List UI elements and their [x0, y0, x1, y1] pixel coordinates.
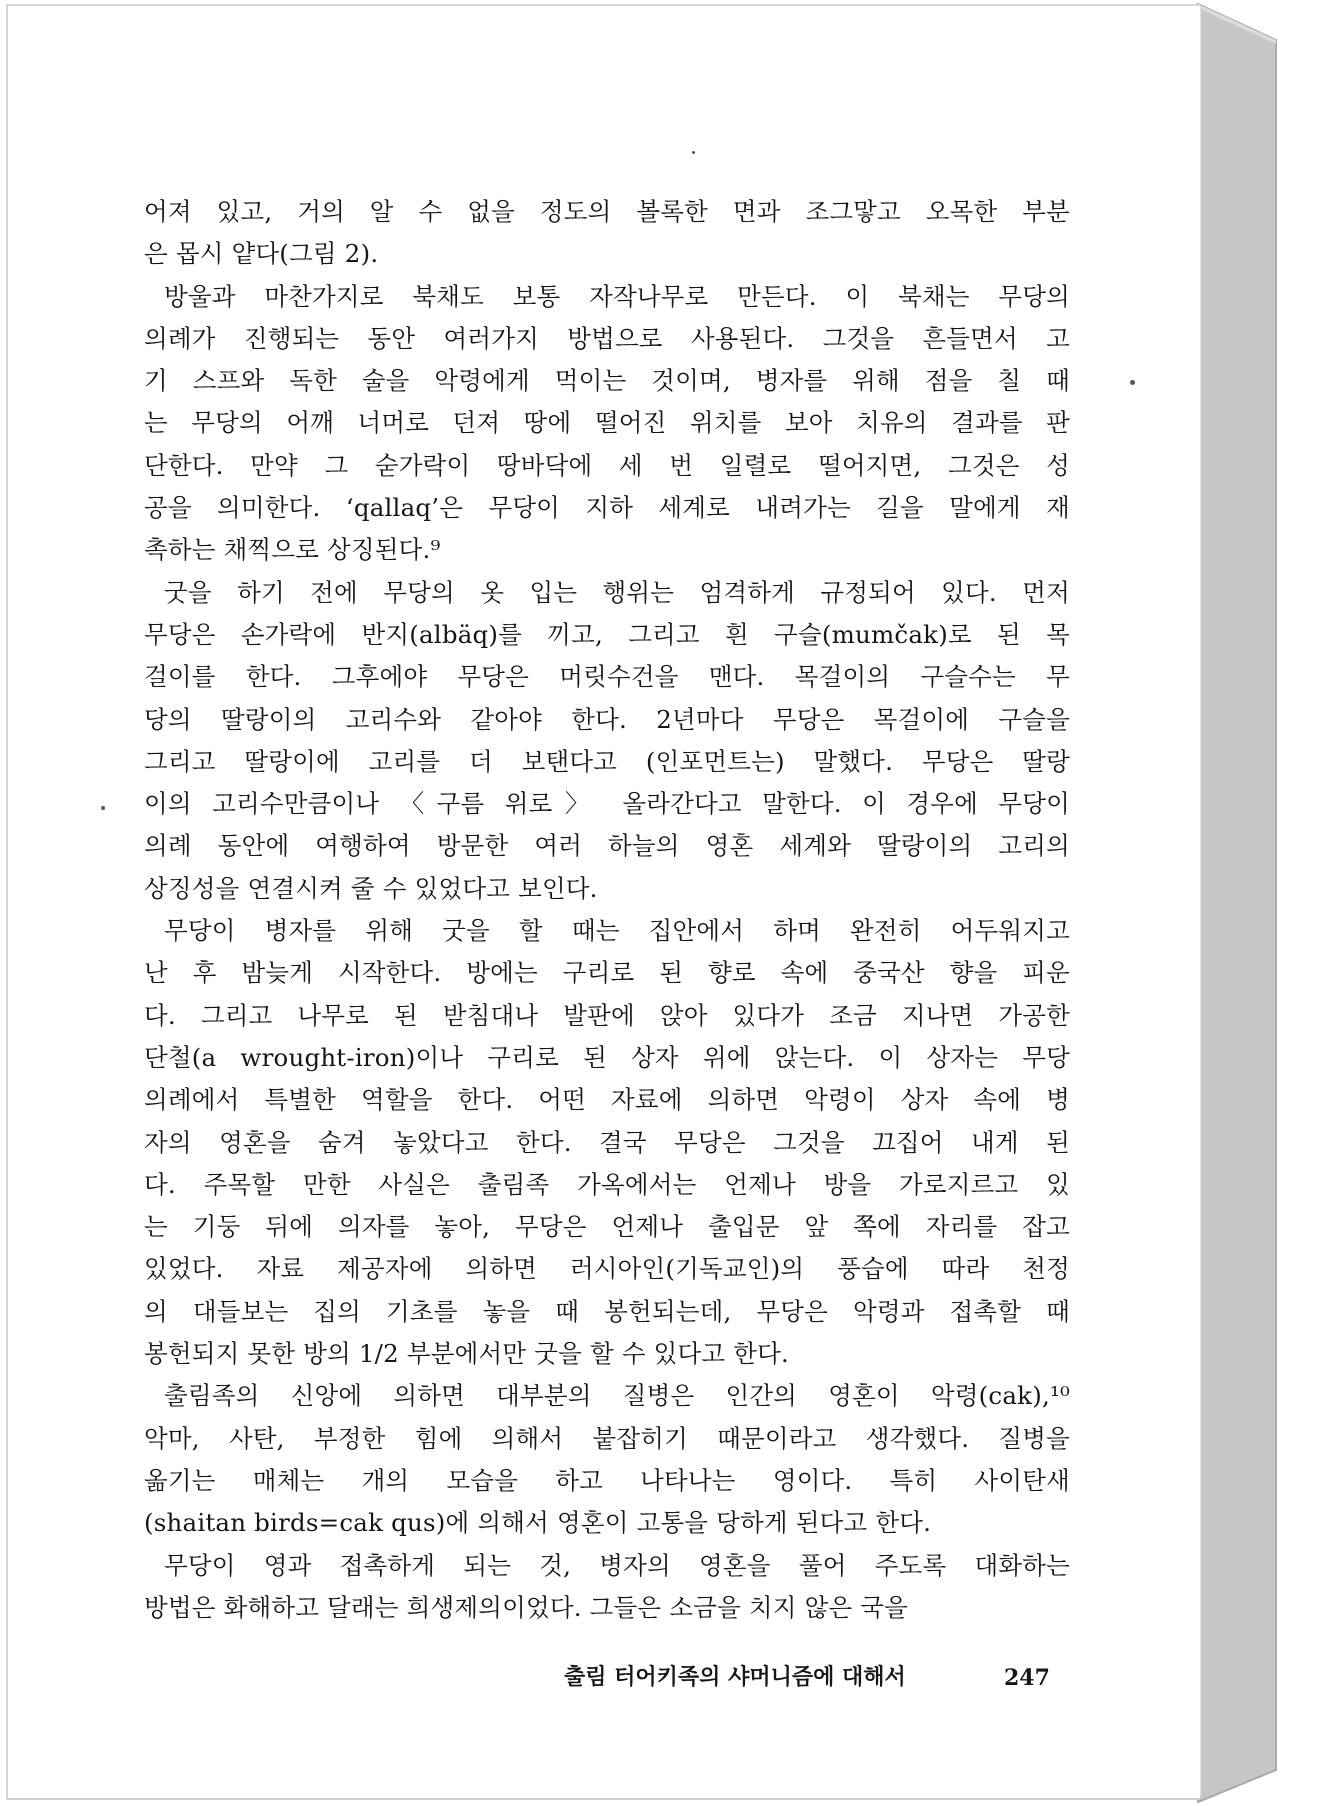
text-line: 난 후 밤늦게 시작한다. 방에는 구리로 된 향로 속에 중국산 향을 피운: [144, 958, 1070, 988]
text-line: 있었다. 자료 제공자에 의하면 러시아인(기독교인)의 풍습에 따라 천정: [144, 1254, 1070, 1284]
body-text: [144, 191, 1070, 1629]
text-line: 의례가 진행되는 동안 여러가지 방법으로 사용된다. 그것을 흔들면서 고: [144, 323, 1070, 353]
text-line: 의례 동안에 여행하여 방문한 여러 하늘의 영혼 세계와 딸랑이의 고리의: [144, 831, 1070, 861]
text-line: 의례에서 특별한 역할을 한다. 어떤 자료에 의하면 악령이 상자 속에 병: [144, 1085, 1070, 1115]
text-line: 단철(a wrought-iron)이나 구리로 된 상자 위에 앉는다. 이 상자는 무당: [144, 1042, 1070, 1072]
page-block-side: [1198, 4, 1276, 1802]
text-line: 은 몹시 얕다(그림 2).: [144, 239, 379, 269]
text-line: 촉하는 채찍으로 상징된다.⁹: [144, 535, 441, 565]
text-line: 방울과 마찬가지로 북채도 보통 자작나무로 만든다. 이 북채는 무당의: [164, 281, 1070, 311]
text-line: 굿을 하기 전에 무당의 옷 입는 행위는 엄격하게 규정되어 있다. 먼저: [164, 577, 1070, 607]
text-line: 무당이 영과 접촉하게 되는 것, 병자의 영혼을 풀어 주도록 대화하는: [164, 1550, 1070, 1580]
scan-speck: [1130, 380, 1135, 385]
text-line: 의 대들보는 집의 기초를 놓을 때 봉헌되는데, 무당은 악령과 접촉할 때: [144, 1296, 1070, 1326]
text-line: 봉헌되지 못한 방의 1/2 부분에서만 굿을 할 수 있다고 한다.: [144, 1339, 789, 1369]
text-line: 단한다. 만약 그 숟가락이 땅바닥에 세 번 일렬로 떨어지면, 그것은 성: [144, 450, 1070, 480]
text-line: 악마, 사탄, 부정한 힘에 의해서 붙잡히기 때문이라고 생각했다. 질병을: [144, 1423, 1070, 1453]
text-line: 출림족의 신앙에 의하면 대부분의 질병은 인간의 영혼이 악령(cak),¹⁰: [164, 1381, 1070, 1411]
text-line: 공을 의미한다. ‘qallaq’은 무당이 지하 세계로 내려가는 길을 말에게 재: [144, 493, 1070, 523]
text-line: 기 스프와 독한 술을 악령에게 먹이는 것이며, 병자를 위해 점을 칠 때: [144, 366, 1070, 396]
text-line: 방법은 화해하고 달래는 희생제의이었다. 그들은 소금을 치지 않은 국을: [144, 1592, 909, 1622]
text-line: 어져 있고, 거의 알 수 없을 정도의 볼록한 면과 조그맣고 오목한 부분: [144, 197, 1070, 226]
text-line: 그리고 딸랑이에 고리를 더 보탠다고 (인포먼트는) 말했다. 무당은 딸랑: [144, 746, 1070, 776]
book-page: [6, 4, 1200, 1800]
text-line: 걸이를 한다. 그후에야 무당은 머릿수건을 맨다. 목걸이의 구슬수는 무: [144, 662, 1070, 692]
text-line: 이의 고리수만큼이나 〈구름 위로〉 올라간다고 말한다. 이 경우에 무당이: [144, 789, 1070, 819]
text-line: 당의 딸랑이의 고리수와 같아야 한다. 2년마다 무당은 목걸이에 구슬을: [144, 704, 1070, 734]
page-number: 247: [1004, 1665, 1050, 1691]
scan-speck: [692, 151, 695, 154]
text-line: 무당이 병자를 위해 굿을 할 때는 집안에서 하며 완전히 어두워지고: [164, 916, 1070, 946]
text-line: 자의 영혼을 숨겨 놓았다고 한다. 결국 무당은 그것을 끄집어 내게 된: [144, 1127, 1070, 1157]
running-footer: 출림 터어키족의 샤머니즘에 대해서: [564, 1665, 906, 1690]
text-line: 는 기둥 뒤에 의자를 놓아, 무당은 언제나 출입문 앞 쪽에 자리를 잡고: [144, 1212, 1070, 1242]
text-line: 는 무당의 어깨 너머로 던져 땅에 떨어진 위치를 보아 치유의 결과를 판: [144, 408, 1070, 438]
text-line: 옮기는 매체는 개의 모습을 하고 나타나는 영이다. 특히 사이탄새: [144, 1465, 1070, 1495]
text-line: (shaitan birds=cak qus)에 의해서 영혼이 고통을 당하게 된다고 한다.: [144, 1508, 932, 1538]
text-line: 무당은 손가락에 반지(albäq)를 끼고, 그리고 흰 구슬(mumčak)로 된 목: [144, 619, 1070, 649]
scan-speck: [101, 806, 105, 810]
text-line: 다. 주목할 만한 사실은 출림족 가옥에서는 언제나 방을 가로지르고 있: [144, 1169, 1070, 1199]
text-line: 다. 그리고 나무로 된 받침대나 발판에 앉아 있다가 조금 지나면 가공한: [144, 1000, 1070, 1030]
text-line: 상징성을 연결시켜 줄 수 있었다고 보인다.: [144, 873, 598, 903]
